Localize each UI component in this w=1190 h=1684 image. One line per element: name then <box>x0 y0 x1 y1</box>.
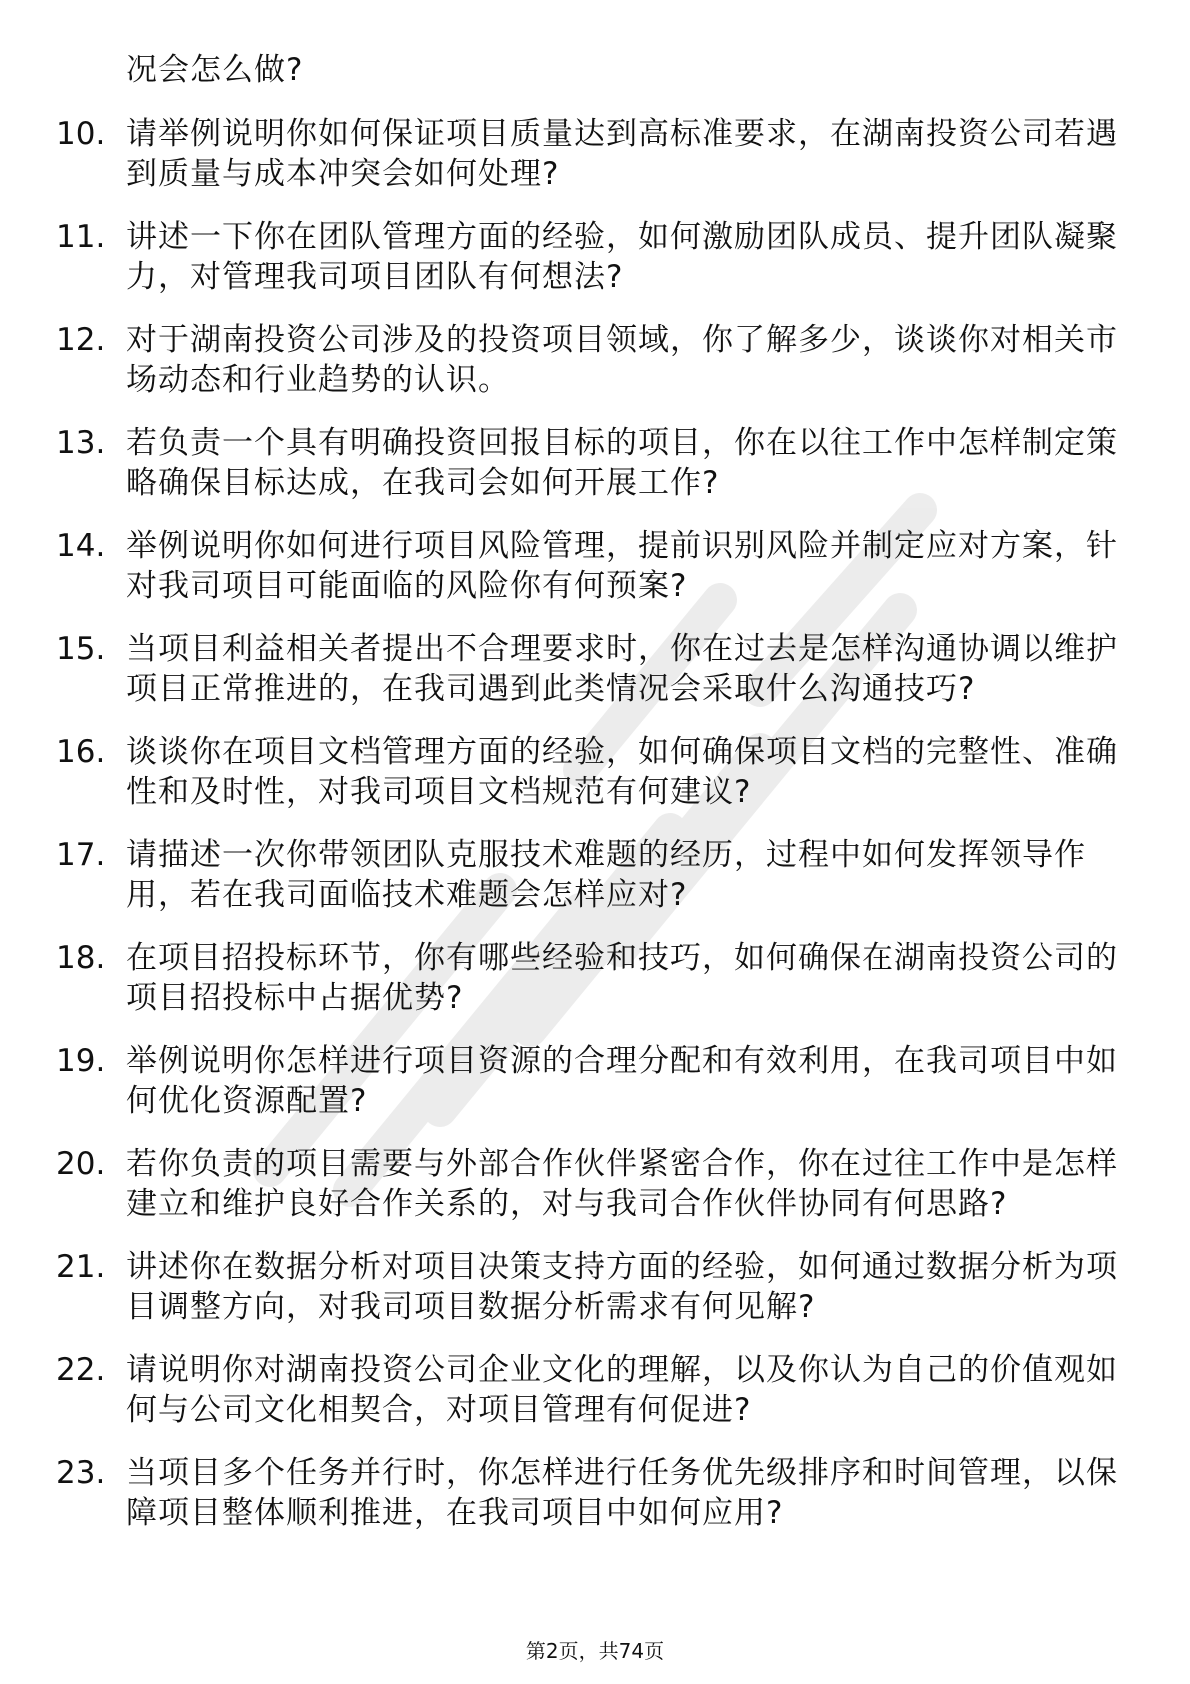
question-text: 若负责一个具有明确投资回报目标的项目，你在以往工作中怎样制定策略确保目标达成，在我司会如何开展工作? <box>126 425 1118 501</box>
question-text: 谈谈你在项目文档管理方面的经验，如何确保项目文档的完整性、准确性和及时性，对我司项目文档规范有何建议? <box>126 734 1118 810</box>
question-item <box>56 1453 1146 1533</box>
question-text: 讲述你在数据分析对项目决策支持方面的经验，如何通过数据分析为项目调整方向，对我司项目数据分析需求有何见解? <box>126 1249 1118 1325</box>
question-number: 11. <box>56 219 106 255</box>
question-number: 13. <box>56 425 106 461</box>
question-number: 16. <box>56 734 106 770</box>
question-item <box>56 320 1146 400</box>
question-number: 20. <box>56 1146 106 1182</box>
question-text: 讲述一下你在团队管理方面的经验，如何激励团队成员、提升团队凝聚力，对管理我司项目团队有何想法? <box>126 219 1118 295</box>
question-item <box>56 835 1146 915</box>
question-text: 在项目招投标环节，你有哪些经验和技巧，如何确保在湖南投资公司的项目招投标中占据优势? <box>126 940 1118 1016</box>
question-number: 18. <box>56 940 106 976</box>
question-text: 对于湖南投资公司涉及的投资项目领域，你了解多少，谈谈你对相关市场动态和行业趋势的认识。 <box>126 322 1118 398</box>
question-item <box>56 423 1146 503</box>
question-text: 举例说明你怎样进行项目资源的合理分配和有效利用，在我司项目中如何优化资源配置? <box>126 1043 1118 1119</box>
question-number: 10. <box>56 116 106 152</box>
question-text: 若你负责的项目需要与外部合作伙伴紧密合作，你在过往工作中是怎样建立和维护良好合作关系的，对与我司合作伙伴协同有何思路? <box>126 1146 1118 1222</box>
question-number: 19. <box>56 1043 106 1079</box>
question-list <box>56 114 1146 1556</box>
question-item <box>56 1247 1146 1327</box>
question-text: 请举例说明你如何保证项目质量达到高标准要求，在湖南投资公司若遇到质量与成本冲突会如何处理? <box>126 116 1118 192</box>
question-item <box>56 1144 1146 1224</box>
question-item <box>56 732 1146 812</box>
question-number: 14. <box>56 528 106 564</box>
question-item <box>56 114 1146 194</box>
question-text: 请说明你对湖南投资公司企业文化的理解，以及你认为自己的价值观如何与公司文化相契合，对项目管理有何促进? <box>126 1352 1118 1428</box>
question-item <box>56 629 1146 709</box>
question-item <box>56 1350 1146 1430</box>
page-footer: 第2页，共74页 <box>525 1639 665 1663</box>
question-number: 21. <box>56 1249 106 1285</box>
question-text: 当项目多个任务并行时，你怎样进行任务优先级排序和时间管理，以保障项目整体顺利推进，在我司项目中如何应用? <box>126 1455 1118 1531</box>
question-item <box>56 1041 1146 1121</box>
question-item <box>56 526 1146 606</box>
question-number: 17. <box>56 837 106 873</box>
question-text: 当项目利益相关者提出不合理要求时，你在过去是怎样沟通协调以维护项目正常推进的，在我司遇到此类情况会采取什么沟通技巧? <box>126 631 1118 707</box>
question-number: 22. <box>56 1352 106 1388</box>
question-item <box>56 217 1146 297</box>
question-item <box>56 938 1146 1018</box>
continuation-text: 况会怎么做? <box>126 52 304 88</box>
question-number: 12. <box>56 322 106 358</box>
question-number: 23. <box>56 1455 106 1491</box>
question-text: 举例说明你如何进行项目风险管理，提前识别风险并制定应对方案，针对我司项目可能面临的风险你有何预案? <box>126 528 1118 604</box>
question-text: 请描述一次你带领团队克服技术难题的经历，过程中如何发挥领导作用，若在我司面临技术难题会怎样应对? <box>126 837 1086 913</box>
question-number: 15. <box>56 631 106 667</box>
